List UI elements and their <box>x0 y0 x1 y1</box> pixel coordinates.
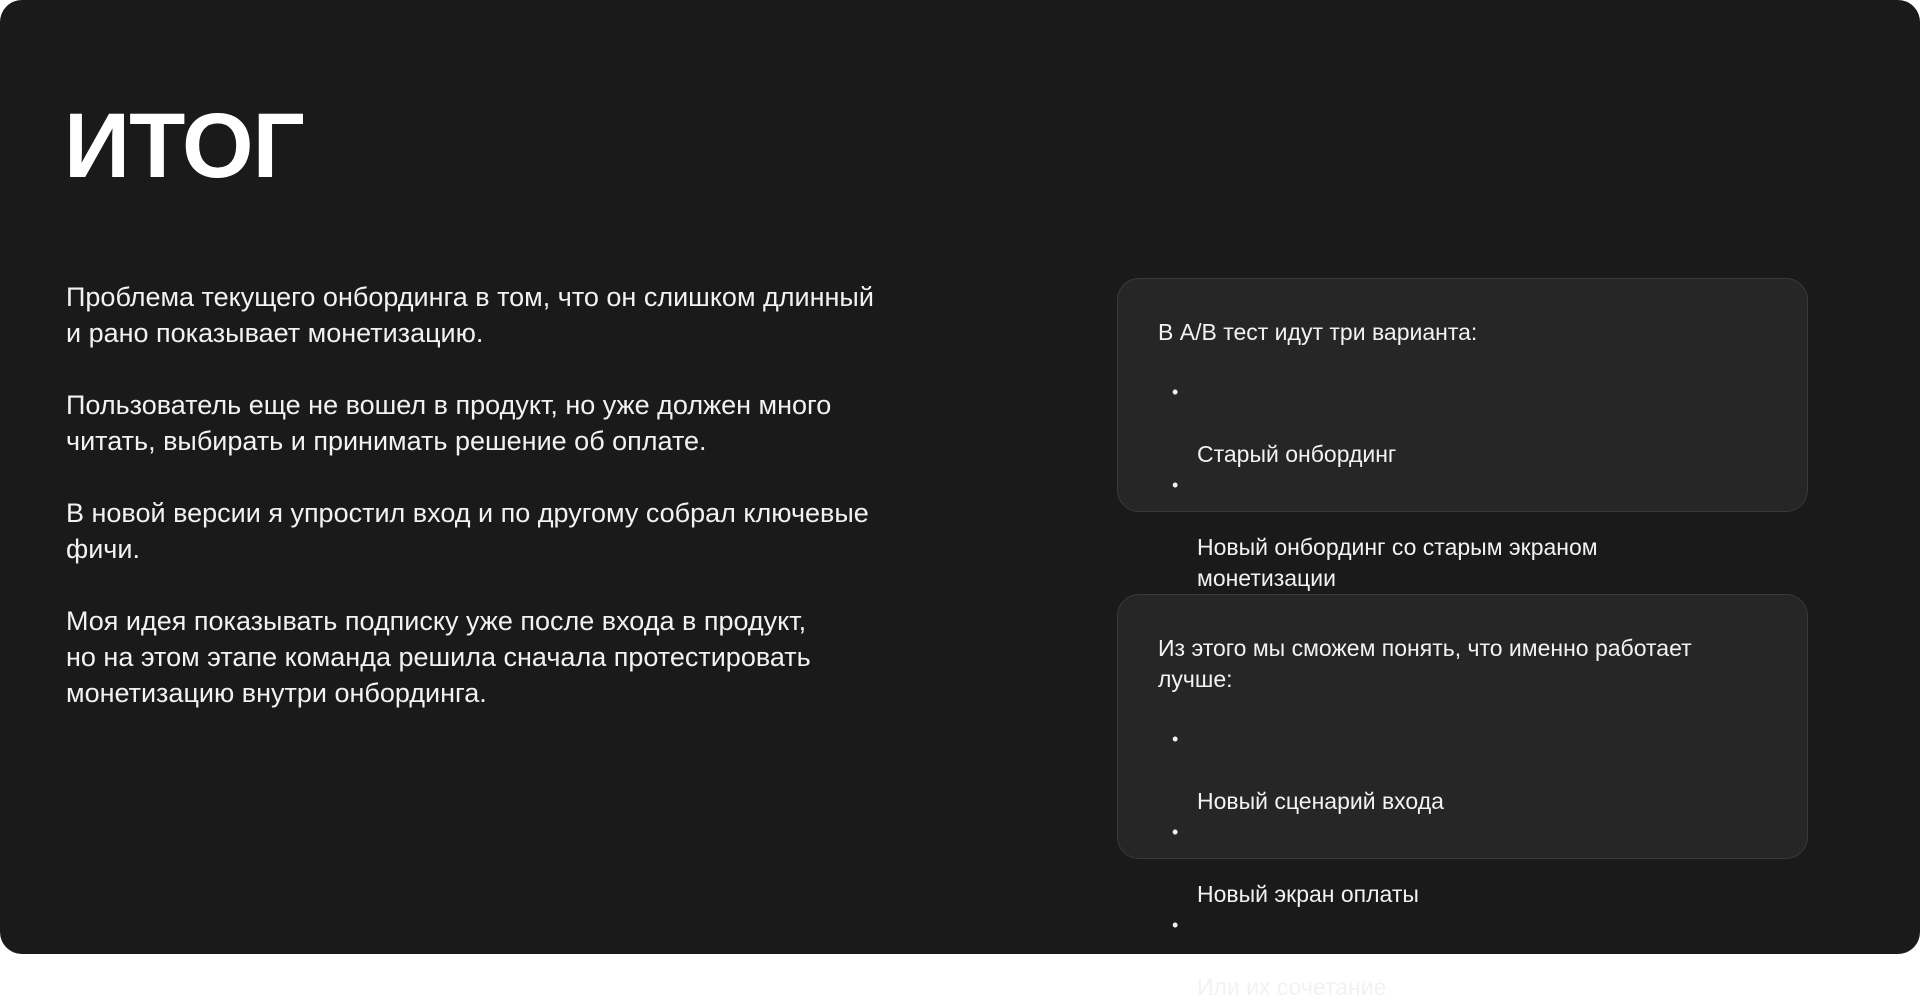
bullet-icon: • <box>1172 822 1179 842</box>
slide-title: ИТОГ <box>64 95 304 197</box>
subscription-idea-paragraph: Моя идея показывать подписку уже после входа в продукт, но на этом этапе команда решила сначала протестировать монетизацию внутри онбординга. <box>66 606 811 708</box>
problem-paragraph: Проблема текущего онбординга в том, что он слишком длинный и рано показывает монетизацию. <box>66 282 874 348</box>
ab-test-variants-list <box>1158 377 1767 594</box>
bullet-icon: • <box>1172 475 1179 495</box>
list-item <box>1158 817 1767 910</box>
bullet-icon: • <box>1172 382 1179 402</box>
list-item <box>1158 910 1767 1003</box>
bullet-icon: • <box>1172 729 1179 749</box>
test-result-list <box>1158 724 1767 1003</box>
summary-text-column <box>66 279 946 747</box>
test-result-heading: Из этого мы сможем понять, что именно работает лучше: <box>1158 635 1692 692</box>
test-result-card <box>1117 594 1808 1000</box>
list-item-label: Или их сочетание <box>1197 974 1387 1000</box>
list-item <box>1158 470 1767 594</box>
bullet-icon: • <box>1172 915 1179 935</box>
ab-test-card <box>1117 278 1808 591</box>
list-item-label: Старый онбординг <box>1197 441 1397 467</box>
ab-test-heading: В А/В тест идут три варианта: <box>1158 319 1478 345</box>
new-version-paragraph: В новой версии я упростил вход и по другому собрал ключевые фичи. <box>66 498 869 564</box>
list-item-label: Новый сценарий входа <box>1197 788 1444 814</box>
list-item-label: Новый экран оплаты <box>1197 881 1419 907</box>
user-paragraph: Пользователь еще не вошел в продукт, но уже должен много читать, выбирать и принимать решение об оплате. <box>66 390 832 456</box>
list-item <box>1158 724 1767 817</box>
list-item <box>1158 377 1767 470</box>
list-item-label: Новый онбординг со старым экраном монетизации <box>1197 534 1598 591</box>
